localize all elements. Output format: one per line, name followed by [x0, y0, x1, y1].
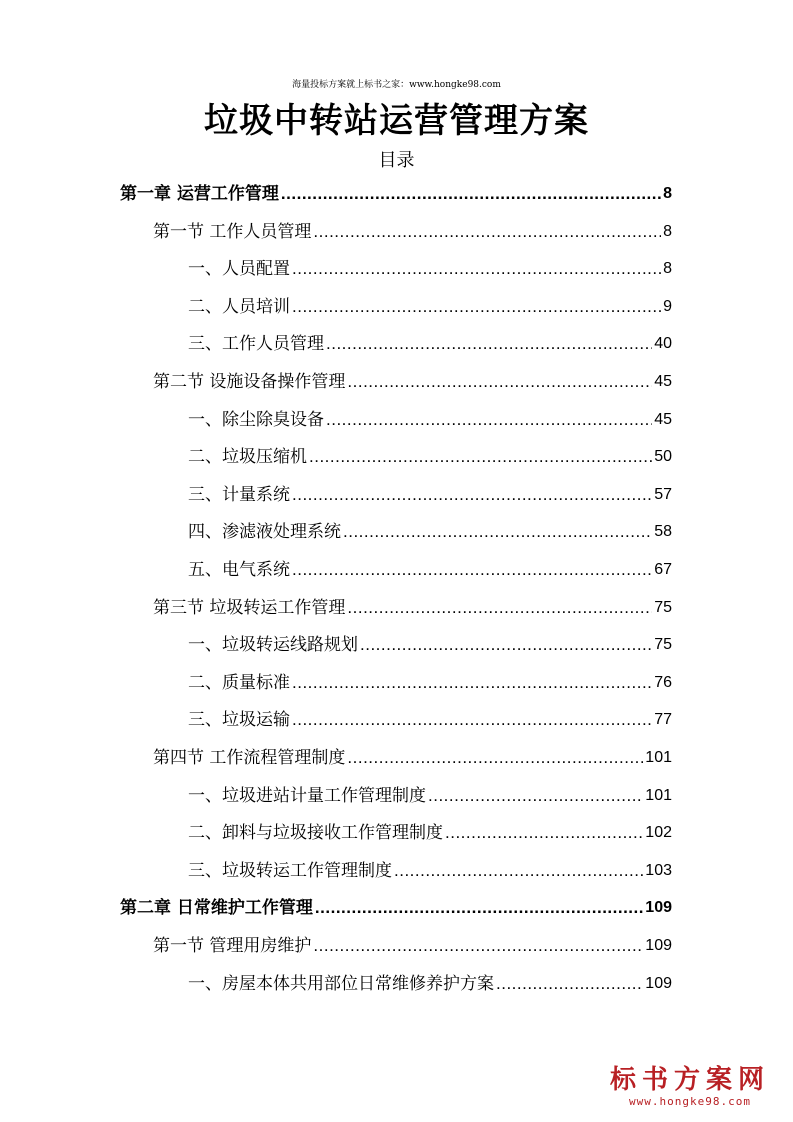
toc-heading: 目录: [378, 150, 415, 171]
toc-entry[interactable]: [188, 438, 672, 468]
watermark-name: 标书方案网: [609, 1065, 770, 1095]
toc-entry-label: 第二章 日常维护工作管理: [120, 898, 313, 919]
toc-entry-page: 102: [645, 824, 672, 842]
toc-entry[interactable]: [153, 363, 672, 393]
toc-entry[interactable]: [188, 701, 672, 731]
toc-dot-leader: [347, 597, 652, 619]
toc-dot-leader: [496, 973, 643, 995]
toc-dot-leader: [313, 935, 643, 957]
toc-entry[interactable]: [188, 551, 672, 581]
toc-entry-page: 57: [654, 485, 672, 503]
toc-dot-leader: [428, 785, 643, 807]
toc-dot-leader: [445, 822, 643, 844]
toc-entry-page: 8: [663, 222, 672, 240]
toc-dot-leader: [313, 221, 661, 243]
toc-dot-leader: [292, 559, 652, 581]
toc-dot-leader: [326, 409, 652, 431]
toc-entry-page: 58: [654, 523, 672, 541]
toc-entry[interactable]: [188, 814, 672, 844]
toc-entry-page: 40: [654, 335, 672, 353]
toc-entry-label: 三、垃圾运输: [188, 710, 290, 731]
toc-entry-page: 45: [654, 373, 672, 390]
toc-entry[interactable]: [188, 513, 672, 543]
watermark-logo: [605, 1065, 775, 1108]
toc-entry[interactable]: [188, 664, 672, 694]
toc-entry-label: 二、人员培训: [188, 296, 290, 317]
toc-entry-label: 一、人员配置: [188, 259, 290, 280]
toc-entry-page: 76: [654, 673, 672, 691]
toc-dot-leader: [315, 897, 643, 919]
toc-entry-label: 第一章 运营工作管理: [120, 184, 279, 204]
toc-entry[interactable]: [188, 401, 672, 431]
watermark-url: www.hongke98.com: [629, 1095, 751, 1108]
toc-entry[interactable]: [188, 325, 672, 355]
toc-dot-leader: [309, 446, 652, 468]
toc-dot-leader: [292, 258, 661, 280]
toc-dot-leader: [292, 672, 652, 694]
toc-entry[interactable]: [120, 175, 672, 205]
toc-entry[interactable]: [153, 589, 672, 619]
toc-entry-page: 75: [654, 636, 672, 654]
toc-entry-page: 9: [663, 297, 672, 315]
toc-entry-page: 109: [645, 974, 672, 992]
toc-entry[interactable]: [188, 852, 672, 882]
toc-entry[interactable]: [153, 927, 672, 957]
toc-dot-leader: [281, 183, 661, 205]
toc-entry-page: 8: [663, 260, 672, 278]
toc-entry-label: 第一节 工作人员管理: [153, 221, 312, 242]
toc-dot-leader: [292, 296, 661, 318]
toc-entry-label: 三、垃圾转运工作管理制度: [188, 860, 392, 881]
toc-entry-label: 第四节 工作流程管理制度: [153, 748, 346, 768]
toc-entry-page: 45: [654, 410, 672, 428]
toc-entry-label: 三、计量系统: [188, 484, 290, 505]
toc-entry[interactable]: [153, 213, 672, 243]
toc-entry-label: 第二节 设施设备操作管理: [153, 372, 346, 392]
toc-dot-leader: [326, 333, 652, 355]
toc-entry[interactable]: [188, 476, 672, 506]
toc-dot-leader: [292, 484, 652, 506]
toc-dot-leader: [292, 709, 652, 731]
toc-dot-leader: [347, 747, 643, 769]
toc-entry-label: 二、卸料与垃圾接收工作管理制度: [188, 823, 443, 844]
toc-entry-page: 109: [645, 937, 672, 954]
toc-entry-page: 50: [654, 448, 672, 466]
toc-entry[interactable]: [188, 250, 672, 280]
toc-entry[interactable]: [188, 777, 672, 807]
header-note: 海量投标方案就上标书之家：www.hongke98.com: [292, 80, 501, 90]
toc-entry-label: 五、电气系统: [188, 560, 290, 580]
toc-entry-label: 一、房屋本体共用部位日常维修养护方案: [188, 973, 494, 994]
toc-dot-leader: [394, 860, 643, 882]
toc-entry-label: 二、垃圾压缩机: [188, 447, 307, 468]
toc-entry-page: 8: [663, 185, 672, 202]
toc-entry-page: 109: [645, 899, 672, 917]
toc-entry-page: 101: [645, 749, 672, 766]
toc-entry-label: 第一节 管理用房维护: [153, 936, 312, 956]
toc-dot-leader: [360, 634, 652, 656]
toc-dot-leader: [343, 521, 652, 543]
toc-entry-label: 一、垃圾转运线路规划: [188, 635, 358, 656]
toc-entry[interactable]: [188, 288, 672, 318]
toc-entry-page: 67: [654, 561, 672, 578]
toc-entry-label: 第三节 垃圾转运工作管理: [153, 597, 346, 618]
toc-entry-label: 二、质量标准: [188, 672, 290, 693]
toc-entry-label: 三、工作人员管理: [188, 334, 324, 355]
toc-dot-leader: [347, 371, 652, 393]
toc-entry[interactable]: [120, 889, 672, 919]
document-title: 垃圾中转站运营管理方案: [204, 101, 589, 141]
toc-entry[interactable]: [188, 965, 672, 995]
toc-entry-page: 75: [654, 598, 672, 616]
toc-entry-page: 77: [654, 711, 672, 729]
toc-entry-page: 101: [645, 786, 672, 804]
toc-entry-page: 103: [645, 861, 672, 879]
toc-entry[interactable]: [188, 626, 672, 656]
toc-entry-label: 一、除尘除臭设备: [188, 409, 324, 430]
toc-entry-label: 四、渗滤液处理系统: [188, 522, 341, 543]
toc-entry[interactable]: [153, 739, 672, 769]
toc-entry-label: 一、垃圾进站计量工作管理制度: [188, 785, 426, 806]
